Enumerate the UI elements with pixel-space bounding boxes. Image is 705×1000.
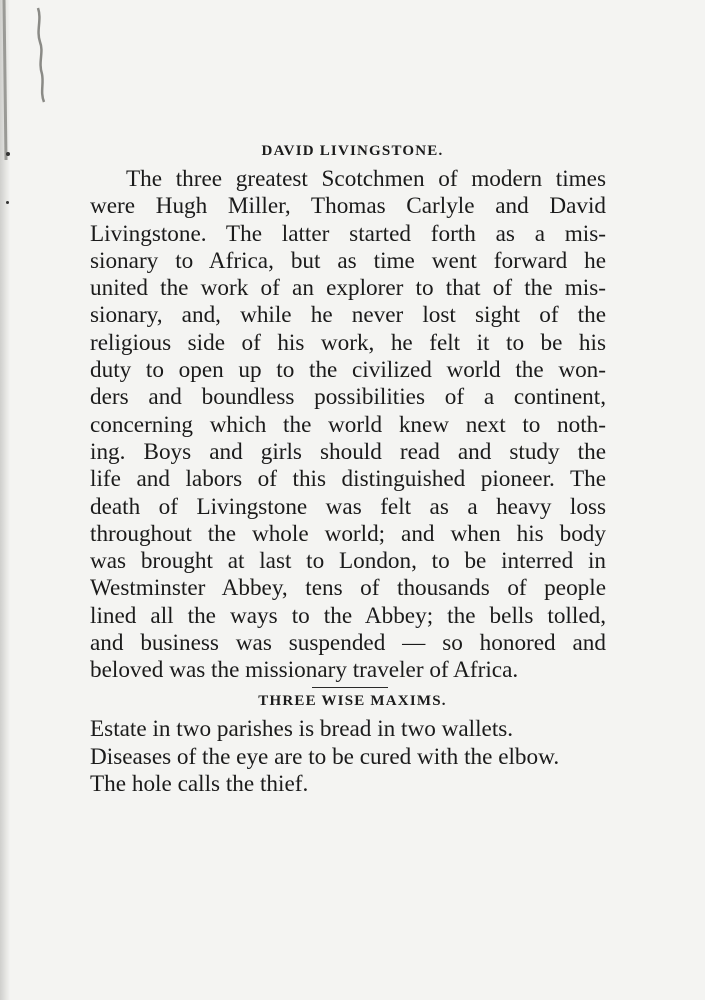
text-line: united the work of an explorer to that of the mis- (90, 275, 606, 302)
text-line: life and labors of this distinguished pioneer. The (90, 466, 606, 493)
text-line: The three greatest Scotchmen of modern times (126, 166, 606, 192)
text-line: and business was suspended — so honored and (90, 630, 606, 657)
text-line: ing. Boys and girls should read and study the (90, 438, 606, 465)
section-divider (312, 687, 388, 688)
maxim-item: Diseases of the eye are to be cured with the elbow. (90, 743, 560, 770)
text-line: ders and boundless possibilities of a continent, (90, 384, 606, 411)
text-line: sionary, and, while he never lost sight of the (90, 302, 606, 329)
maxims-list (90, 716, 559, 799)
article-body (90, 166, 606, 685)
text-line: beloved was the missionary traveler of Africa. (90, 657, 519, 684)
text-line: duty to open up to the civilized world the won- (90, 357, 606, 384)
text-line: concerning which the world knew next to noth- (90, 411, 606, 438)
text-line: lined all the ways to the Abbey; the bells tolled, (90, 602, 606, 629)
text-line: sionary to Africa, but as time went forward he (90, 247, 606, 274)
text-line: Westminster Abbey, tens of thousands of people (90, 575, 606, 602)
maxim-item: The hole calls the thief. (90, 771, 309, 797)
article-title: DAVID LIVINGSTONE. (261, 143, 444, 159)
maxim-item: Estate in two parishes is bread in two wallets. (90, 716, 514, 742)
text-line: religious side of his work, he felt it to be his (90, 329, 606, 356)
ink-speck (6, 201, 9, 204)
maxims-title: THREE WISE MAXIMS. (258, 693, 447, 709)
text-line: death of Livingstone was felt as a heavy loss (90, 493, 606, 520)
text-line: were Hugh Miller, Thomas Carlyle and David (90, 193, 606, 220)
text-line: throughout the whole world; and when his body (90, 520, 606, 547)
text-line: Livingstone. The latter started forth as a mis- (90, 220, 606, 247)
text-line: was brought at last to London, to be interred in (90, 548, 606, 575)
